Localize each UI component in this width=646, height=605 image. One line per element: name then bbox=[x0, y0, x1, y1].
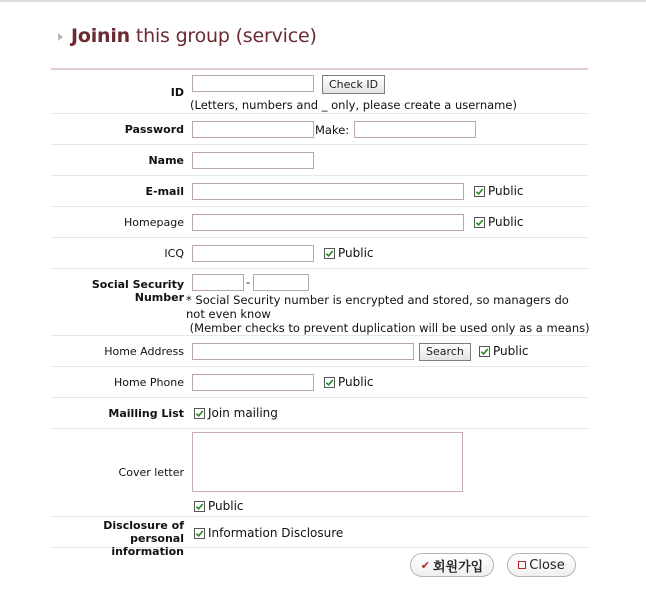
mailing-list-label: Mailling List bbox=[108, 407, 184, 420]
cover-letter-public-label: Public bbox=[208, 499, 244, 513]
email-public-label: Public bbox=[488, 184, 524, 198]
cover-letter-label: Cover letter bbox=[118, 466, 184, 479]
row-mailing-list bbox=[51, 398, 588, 429]
id-label: ID bbox=[170, 86, 184, 99]
password-confirm-label: Make: bbox=[315, 123, 350, 137]
checkmark-icon: ✔ bbox=[420, 558, 430, 572]
checkbox-icon bbox=[474, 186, 485, 197]
email-public-checkbox[interactable] bbox=[474, 184, 524, 198]
square-icon bbox=[518, 561, 526, 569]
homepage-public-checkbox[interactable] bbox=[474, 215, 524, 229]
ssn-note-duplication: (Member checks to prevent duplication will be used only as a means) bbox=[186, 321, 590, 335]
cover-letter-textarea[interactable] bbox=[192, 432, 463, 492]
homepage-input[interactable] bbox=[192, 214, 464, 231]
join-member-button[interactable] bbox=[410, 553, 494, 577]
row-icq bbox=[51, 238, 588, 269]
name-label: Name bbox=[148, 154, 184, 167]
home-address-public-checkbox[interactable] bbox=[479, 344, 529, 358]
disclosure-label-line2: information bbox=[111, 545, 184, 558]
information-disclosure-label: Information Disclosure bbox=[208, 526, 344, 540]
row-homepage bbox=[51, 207, 588, 238]
homepage-public-label: Public bbox=[488, 215, 524, 229]
title-rest: this group (service) bbox=[130, 25, 317, 47]
ssn-second-input[interactable] bbox=[253, 274, 309, 291]
row-name bbox=[51, 145, 588, 176]
close-label: Close bbox=[529, 557, 565, 573]
checkbox-icon bbox=[194, 528, 205, 539]
id-hint: (Letters, numbers and _ only, please create a username) bbox=[190, 98, 517, 112]
password-input[interactable] bbox=[192, 121, 314, 138]
close-button[interactable] bbox=[507, 553, 576, 577]
row-email bbox=[51, 176, 588, 207]
home-address-label: Home Address bbox=[104, 345, 184, 358]
email-input[interactable] bbox=[192, 183, 464, 200]
home-phone-label: Home Phone bbox=[113, 376, 184, 389]
checkbox-icon bbox=[194, 501, 205, 512]
join-mailing-label: Join mailing bbox=[208, 406, 278, 420]
homepage-label: Homepage bbox=[124, 216, 184, 229]
page-title bbox=[58, 24, 317, 48]
row-id bbox=[51, 70, 588, 114]
join-member-label: 회원가입 bbox=[432, 559, 484, 575]
home-phone-public-checkbox[interactable] bbox=[324, 375, 374, 389]
home-address-input[interactable] bbox=[192, 343, 414, 360]
join-form bbox=[51, 68, 590, 558]
information-disclosure-checkbox[interactable] bbox=[194, 526, 343, 540]
home-phone-input[interactable] bbox=[192, 374, 314, 391]
row-ssn bbox=[51, 269, 588, 336]
title-bold: Joinin bbox=[71, 25, 131, 47]
disclosure-label bbox=[51, 519, 184, 558]
icq-label: ICQ bbox=[164, 247, 184, 260]
ssn-note-encrypted: * Social Security number is encrypted and stored, so managers do not even know bbox=[186, 293, 569, 321]
home-address-public-label: Public bbox=[493, 344, 529, 358]
password-confirm-input[interactable] bbox=[354, 121, 476, 138]
row-disclosure bbox=[51, 517, 588, 558]
cover-letter-public-checkbox[interactable] bbox=[194, 499, 244, 513]
checkbox-icon bbox=[324, 248, 335, 259]
id-input[interactable] bbox=[192, 75, 314, 92]
row-home-address bbox=[51, 336, 588, 367]
icq-input[interactable] bbox=[192, 245, 314, 262]
address-search-button[interactable]: Search bbox=[419, 343, 471, 361]
icq-public-label: Public bbox=[338, 246, 374, 260]
row-home-phone bbox=[51, 367, 588, 398]
email-label: E-mail bbox=[145, 185, 184, 198]
checkbox-icon bbox=[324, 377, 335, 388]
checkbox-icon bbox=[194, 408, 205, 419]
ssn-label: Social Security Number bbox=[91, 278, 184, 304]
ssn-first-input[interactable] bbox=[192, 274, 244, 291]
row-password bbox=[51, 114, 588, 145]
checkbox-icon bbox=[479, 346, 490, 357]
name-input[interactable] bbox=[192, 152, 314, 169]
check-id-button[interactable]: Check ID bbox=[322, 75, 385, 94]
home-phone-public-label: Public bbox=[338, 375, 374, 389]
join-mailing-checkbox[interactable] bbox=[194, 406, 278, 420]
top-border bbox=[0, 0, 646, 2]
row-cover-letter bbox=[51, 429, 588, 517]
checkbox-icon bbox=[474, 217, 485, 228]
disclosure-label-line1: Disclosure of personal bbox=[103, 519, 184, 545]
icq-public-checkbox[interactable] bbox=[324, 246, 374, 260]
ssn-separator: - bbox=[246, 275, 251, 289]
password-label: Password bbox=[124, 123, 184, 136]
title-arrow-icon bbox=[58, 33, 63, 41]
